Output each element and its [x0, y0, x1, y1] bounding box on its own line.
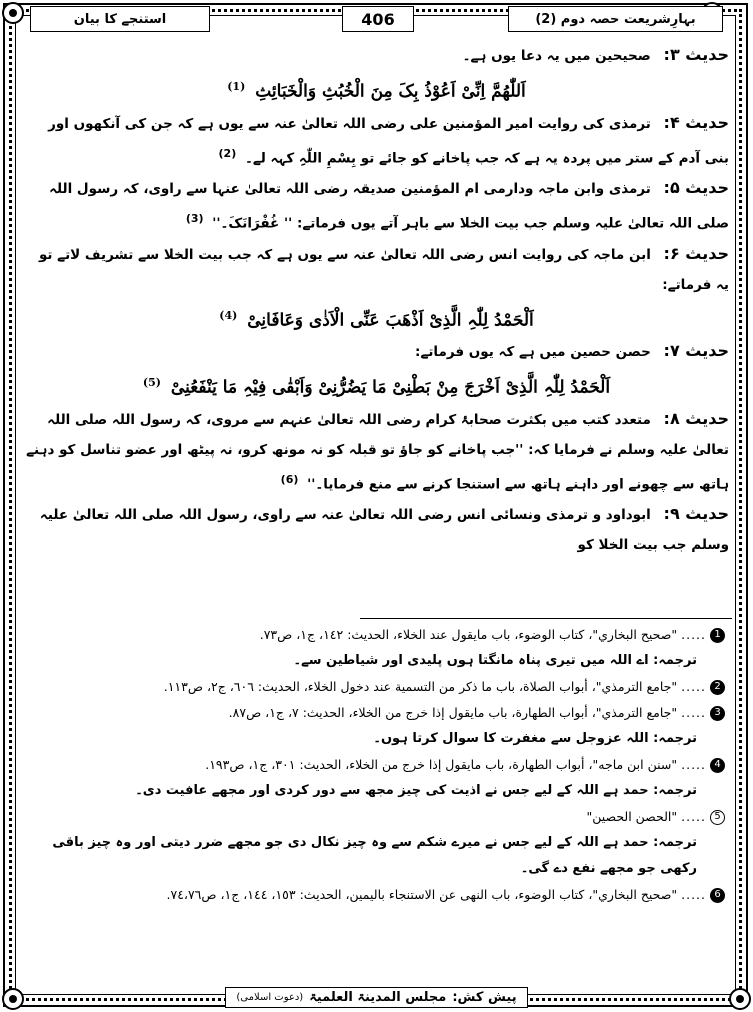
footnote-number: 3 — [710, 706, 725, 721]
footnote-number: 5 — [710, 810, 725, 825]
hadith-3 — [24, 40, 729, 71]
arabic-text: اَلْحَمْدُ لِلّٰہِ الَّذِیْ اَذْھَبَ عَنِّی الْاَذٰی وَعَافَانِیْ — [247, 310, 534, 331]
hadith-text: حصن حصین میں ہے کہ یوں فرماتے: — [415, 344, 651, 361]
arabic-dua — [24, 367, 729, 404]
arabic-dua — [24, 300, 729, 337]
footnote-text: "الحصن الحصين" — [586, 809, 678, 824]
hadith-text: ابوداود و ترمذی ونسائی انس رضی اللہ تعالیٰ عنہ سے راوی، رسول اللہ صلی اللہ تعالیٰ علیہ وسلم جب بیت الخلا کو — [39, 507, 729, 554]
hadith-label: حدیث ۸: — [663, 408, 729, 428]
hadith-9 — [24, 499, 729, 560]
footnote-text: "جامع الترمذي"، أبواب الطهارة، باب مايقول إذا خرج من الخلاء، الحديث: ٧، ج١، ص٨٧. — [228, 705, 678, 720]
footnote — [24, 804, 725, 830]
footnote-separator — [360, 618, 732, 619]
dots-leader: ..... — [681, 679, 706, 694]
hadith-label: حدیث ۴: — [663, 112, 729, 132]
footnote-number: 2 — [710, 680, 725, 695]
arabic-dua — [24, 71, 729, 108]
dots-leader: ..... — [681, 627, 706, 642]
main-text — [24, 40, 729, 560]
hadith-8 — [24, 404, 729, 500]
hadith-7 — [24, 336, 729, 367]
footnotes — [24, 622, 725, 908]
presented-by-label: پیش کش: — [452, 990, 517, 1005]
footnote-ref: (6) — [280, 472, 299, 486]
footnote-translation: ترجمہ: اللہ عزوجل سے مغفرت کا سوال کرتا ہوں۔ — [373, 731, 697, 746]
footnote — [24, 700, 725, 726]
footnote-ref: (4) — [219, 308, 238, 322]
hadith-6 — [24, 239, 729, 300]
hadith-label: حدیث ۷: — [663, 341, 729, 361]
footnote — [24, 622, 725, 648]
hadith-4 — [24, 108, 729, 174]
dots-leader: ..... — [681, 887, 706, 902]
page-footer — [0, 987, 753, 1008]
footnote-text: "سنن ابن ماجه"، أبواب الطهارة، باب مايقول إذا خرج من الخلاء، الحديث: ٣٠١، ج١، ص١٩٣. — [205, 757, 678, 772]
hadith-label: حدیث ۵: — [663, 178, 729, 198]
footnote-ref: (2) — [218, 146, 237, 160]
page-number: 406 — [342, 6, 414, 32]
hadith-text: متعدد کتب میں بکثرت صحابۂ کرام رضی اللہ تعالیٰ عنہم سے مروی، کہ رسول اللہ صلی اللہ تعالیٰ علیہ وسلم نے فرمایا کہ: ''جب پاخانے کو جاؤ تو قبلہ کو نہ مونھ کرو، نہ پیٹھ اور عضو تناسل کو دہنے ہاتھ سے چھونے اور داہنے ہاتھ سے استنجا کرنے سے منع فرمایا۔'' — [26, 411, 729, 493]
footnote-ref: (5) — [142, 376, 161, 390]
footnote — [24, 674, 725, 700]
footnote-number: 1 — [710, 628, 725, 643]
footnote-number: 4 — [710, 758, 725, 773]
footnote-translation: ترجمہ: اے اللہ میں تیری پناہ مانگتا ہوں پلیدی اور شیاطین سے۔ — [293, 653, 697, 668]
dots-leader: ..... — [681, 705, 706, 720]
hadith-label: حدیث ۳: — [663, 45, 729, 64]
dots-leader: ..... — [681, 809, 706, 824]
footnote-number: 6 — [710, 888, 725, 903]
footnote-ref: (3) — [185, 212, 204, 226]
publisher-box — [225, 987, 527, 1008]
hadith-5 — [24, 173, 729, 239]
hadith-text: ترمذی وابن ماجہ ودارمی ام المؤمنین صدیقہ رضی اللہ تعالیٰ عنہا سے راوی، کہ رسول اللہ صلی اللہ تعالیٰ علیہ وسلم جب بیت الخلا سے باہر آتے یوں فرماتے: '' غُفْرَانَکَ۔'' — [49, 181, 729, 232]
hadith-text: صحیحین میں یہ دعا یوں ہے۔ — [462, 48, 651, 64]
footnote-text: "صحيح البخاري"، كتاب الوضوء، باب مايقول عند الخلاء، الحديث: ١٤٢، ج١، ص٧٣. — [259, 627, 678, 642]
footnote-text: "جامع الترمذي"، أبواب الصلاة، باب ما ذكر من التسمية عند دخول الخلاء، الحديث: ٦٠٦، ج٢، ص١١٣. — [163, 679, 678, 694]
footnote — [24, 882, 725, 908]
corner-ornament-icon — [2, 2, 24, 24]
footnote-translation: ترجمہ: حمد ہے اللہ کے لیے جس نے میرے شکم سے وہ چیز نکال دی جو مجھے ضرر دیتی اور وہ چیز باقی رکھی جو مجھے نفع دے گی۔ — [52, 835, 697, 876]
hadith-label: حدیث ۹: — [663, 504, 729, 524]
arabic-text: اَللّٰھُمَّ اِنِّیْ اَعُوْذُ بِکَ مِنَ الْخُبُثِ وَالْخَبَائِثِ — [255, 81, 526, 102]
publisher-note: (دعوت اسلامی) — [236, 992, 304, 1003]
footnote — [24, 752, 725, 778]
hadith-text: ترمذی کی روایت امیر المؤمنین علی رضی اللہ تعالیٰ عنہ سے یوں ہے کہ جن کی آنکھوں اور بنی آدم کے ستر میں پردہ یہ ہے کہ جب پاخانے کو جائے تو بِسْمِ اللّٰہِ کہہ لے۔ — [48, 115, 729, 167]
publisher-name: مجلس المدینۃ العلمیۃ — [309, 990, 447, 1005]
footnote-text: "صحيح البخاري"، كتاب الوضوء، باب النهى عن الاستنجاء باليمين، الحديث: ١٥٣، ١٤٤، ج١، ص٧٤،٧٦. — [166, 887, 678, 902]
hadith-label: حدیث ۶: — [663, 243, 729, 263]
arabic-text: اَلْحَمْدُ لِلّٰہِ الَّذِیْ اَخْرَجَ مِنْ بَطْنِیْ مَا یَضُرُّنِیْ وَاَبْقٰی فِیْہِ مَا یَنْفَعُنِیْ — [170, 377, 611, 398]
book-title: بہارِشریعت حصہ دوم (2) — [508, 6, 723, 32]
footnote-ref: (1) — [227, 80, 246, 93]
dots-leader: ..... — [681, 757, 706, 772]
chapter-title: استنجے کا بیان — [30, 6, 210, 32]
footnote-translation: ترجمہ: حمد ہے اللہ کے لیے جس نے اذیت کی چیز مجھ سے دور کردی اور مجھے عافیت دی۔ — [135, 783, 697, 798]
hadith-text: ابن ماجہ کی روایت انس رضی اللہ تعالیٰ عنہ سے یوں ہے کہ جب بیت الخلا سے تشریف لاتے تو یہ فرماتے: — [38, 246, 729, 293]
